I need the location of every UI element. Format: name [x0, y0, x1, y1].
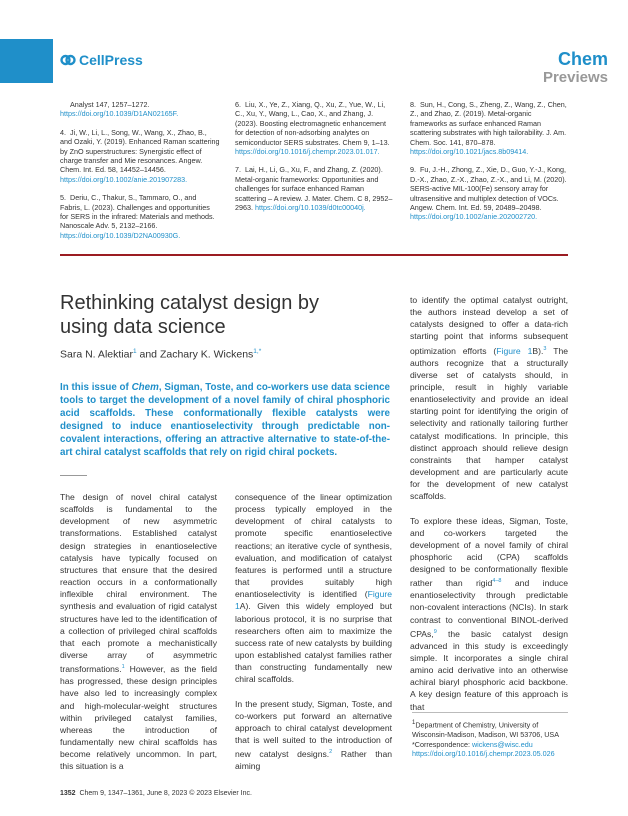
affiliation-mark[interactable]: 1 — [132, 348, 137, 355]
paragraph — [60, 491, 217, 772]
doi-link[interactable]: https://doi.org/10.1016/j.chempr.2023.05.026 — [412, 749, 555, 759]
text: The authors recognize that a structurally diverse set of catalysts should, in principle, result in highly variable enantioselectivity and provide an ideal starting point for identifying the origin of selectivity and rationally tailoring further catalyst modifications. In principle, this distinct approach should relieve design constraints that hamper catalyst development and are particularly acute for the development of new catalyst scaffolds. — [410, 345, 569, 502]
page-number: 1352 — [60, 790, 76, 797]
page-footer — [60, 790, 252, 797]
reference-number: 7. — [235, 165, 241, 175]
text: consequence of the linear optimization process typically employed in the development of chiral catalysts to promote specific enantioselective reactions; an iterative cycle of synthesis, evaluation, and modification of catalyst features is performed until a structure that provides suitably high enantioselectivity is identified ( — [235, 492, 392, 600]
body-column-2 — [235, 491, 392, 784]
affiliation — [412, 719, 568, 740]
footer-citation: Chem 9, 1347–1361, June 8, 2023 © 2023 Elsevier Inc. — [79, 790, 252, 797]
author-name: Sara N. Alektiar — [60, 348, 133, 361]
author-conjunction: and — [136, 348, 160, 361]
reference-item — [60, 128, 220, 184]
text: However, as the field has progressed, these design principles have also led to increasingly complex and high-molecular-weight structures within privileged catalyst families, whereas the introduction of fundamentally new chiral scaffolds has become relatively uncommon. In part, this situation is a — [60, 664, 217, 772]
reference-number: 4. — [60, 127, 66, 137]
text: To explore these ideas, Sigman, Toste, and co-workers targeted the development of a novel family of chiral phosphoric acid (CPA) scaffolds designed to be conformationally flexible rather than rigid — [410, 515, 568, 589]
reference-doi-link[interactable]: https://doi.org/10.1039/D2NA00930G. — [60, 230, 181, 240]
paragraph — [410, 294, 568, 503]
text: B). — [532, 345, 544, 356]
section-divider — [60, 254, 568, 256]
text: and induce enantioselectivity through predictable non-covalent interactions (NCIs). In stark contrast to conventional BINOL-derived CPAs, — [410, 578, 568, 639]
body-column-1 — [60, 491, 217, 784]
reference-item — [410, 165, 570, 221]
section-color-tab — [0, 39, 53, 83]
abstract-separator — [60, 475, 87, 476]
affiliation-mark[interactable]: 1,* — [253, 348, 262, 355]
reference-item — [60, 193, 220, 240]
author-line — [60, 348, 261, 361]
reference-doi-link[interactable]: https://doi.org/10.1039/D1AN02165F. — [60, 109, 179, 119]
author-name: Zachary K. Wickens — [159, 348, 254, 361]
reference-doi-link[interactable]: https://doi.org/10.1002/anie.201907283. — [60, 174, 188, 184]
reference-doi-link[interactable]: https://doi.org/10.1002/anie.202002720. — [410, 212, 538, 222]
text: A). Given this widely employed but laborious protocol, it is no surprise that researchers often aim to maximize the success rate of new catalysts by building upon established catalyst families rather than constructing fundamentally new chiral scaffolds. — [235, 601, 392, 685]
reference-number: 6. — [235, 100, 241, 109]
affiliation-footnote — [412, 712, 568, 759]
reference-column-1 — [60, 100, 220, 249]
text: Rather than aiming — [235, 748, 393, 772]
reference-number: 9. — [410, 165, 416, 175]
citation-link[interactable]: 2 — [329, 749, 333, 756]
affiliation-text: Department of Chemistry, University of Wisconsin-Madison, Madison, WI 53706, USA — [412, 720, 560, 739]
journal-name: Chem — [557, 49, 608, 69]
article-title: Rethinking catalyst design by using data science — [60, 292, 320, 338]
reference-text: Liu, X., Ye, Z., Xiang, Q., Xu, Z., Yue, W., Li, C., Xu, Y., Wang, L., Cao, X., and Zhang, J. (2023). Boosting electromagnetic enhancement for detection of non-adsorbing analytes on semiconductor SERS substrates. Chem 9, 1–13. — [235, 100, 390, 147]
reference-item — [235, 165, 395, 212]
journal-header — [543, 49, 608, 87]
citation-link[interactable]: 3 — [543, 345, 547, 352]
body-column-3 — [410, 294, 568, 725]
reference-item — [60, 100, 220, 119]
brand-name: CellPress — [79, 52, 143, 68]
reference-item — [235, 100, 395, 156]
reference-number: 8. — [410, 100, 416, 109]
reference-column-2 — [235, 100, 395, 221]
citation-link[interactable]: 9 — [433, 628, 437, 635]
reference-doi-link[interactable]: https://doi.org/10.1039/d0tc00040j. — [254, 203, 366, 213]
paragraph — [235, 491, 392, 686]
section-name: Previews — [542, 69, 608, 86]
abstract — [60, 381, 390, 459]
reference-text: Sun, H., Cong, S., Zheng, Z., Wang, Z., Chen, Z., and Zhao, Z. (2019). Metal-organic frameworks as surface enhanced Raman scattering substrates with high tailorability. J. Am. Chem. Soc. 141, 870–878. — [410, 100, 567, 147]
paragraph — [235, 698, 392, 773]
citation-link[interactable]: 1 — [121, 664, 125, 671]
text: the basic catalyst design advanced in this study is exceedingly simple. It incorporates a single chiral amino acid derivative into an otherwise achiral biaryl phosphoric acid backbone. A key design feature of this approach is that — [410, 628, 568, 712]
reference-doi-link[interactable]: https://doi.org/10.1016/j.chempr.2023.01.017. — [235, 147, 380, 157]
reference-text: Analyst 147, 1257–1272. — [70, 100, 150, 109]
reference-doi-link[interactable]: https://doi.org/10.1021/jacs.8b09414. — [410, 147, 529, 157]
correspondence-label: *Correspondence: — [412, 739, 472, 749]
figure-link[interactable]: Figure 1 — [235, 589, 392, 612]
reference-text: Lai, H., Li, G., Xu, F., and Zhang, Z. (2020). Metal-organic frameworks: Opportunities and challenges for surface enhanced Raman scattering – A review. J. Mater. Chem. C 8, 2952–2963. — [235, 165, 393, 213]
citation-link[interactable]: 4–8 — [492, 578, 502, 585]
correspondence — [412, 740, 568, 750]
text: In the present study, Sigman, Toste, and co-workers put forward an alternative approach to chiral catalyst development that is well suited to the introduction of new catalyst designs. — [235, 698, 392, 759]
reference-item — [410, 100, 570, 156]
paragraph — [410, 515, 568, 713]
cellpress-logo-icon — [60, 52, 76, 68]
text: The design of novel chiral catalyst scaffolds is fundamental to the development of new asymmetric transformations. Established catalyst design strategies in enantioselective catalysis have typically focused on structures that ensure that the desired reaction occurs in a conformationally inflexible chiral environment. The synthesis and evaluation of rigid catalyst structures have led to the identification of a collection of privileged chiral scaffolds that each promote a mechanistically diverse array of asymmetric transformations. — [60, 492, 217, 675]
abstract-journal-name: Chem — [131, 382, 159, 393]
abstract-text: In this issue of — [60, 382, 132, 393]
reference-text: Deriu, C., Thakur, S., Tammaro, O., and Fabris, L. (2023). Challenges and opportunities for SERS in the infrared: Materials and methods. Nanoscale Adv. 5, 2132–2166. — [60, 193, 215, 231]
reference-column-3 — [410, 100, 570, 231]
figure-link[interactable]: Figure 1 — [496, 345, 533, 356]
affiliation-mark: 1 — [412, 720, 416, 726]
cellpress-logo[interactable] — [60, 52, 143, 68]
reference-text: Fu, J.-H., Zhong, Z., Xie, D., Guo, Y.-J., Kong, D.-X., Zhao, Z.-X., Zhao, Z.-X., and Li, M. (2020). SERS-active MIL-100(Fe) sensory array for ultrasensitive and multiplex detection of VOCs. Angew. Chem. Int. Ed. 59, 20489–20498. — [410, 165, 567, 213]
reference-number: 5. — [60, 193, 66, 203]
abstract-text: , Sigman, Toste, and co-workers use data science tools to target the development of a novel family of chiral phosphoric acid scaffolds. These conformationally flexible catalysts were designed to induce enantioselectivity through predictable non-covalent interactions, offering an attractive alternative to state-of-the-art chiral catalyst scaffolds that rely on rigid chiral pockets. — [60, 382, 390, 458]
reference-text: Ji, W., Li, L., Song, W., Wang, X., Zhao, B., and Ozaki, Y. (2019). Enhanced Raman scattering by ZnO superstructures: Synergistic effect of charge transfer and Mie resonances. Angew. Chem. Int. Ed. 58, 14452–14456. — [60, 127, 220, 175]
text: to identify the optimal catalyst outright, the authors instead develop a set of catalysts designed to offer a data-rich starting point that informs subsequent optimization efforts ( — [410, 295, 568, 356]
email-link[interactable]: wickens@wisc.edu — [471, 739, 533, 749]
